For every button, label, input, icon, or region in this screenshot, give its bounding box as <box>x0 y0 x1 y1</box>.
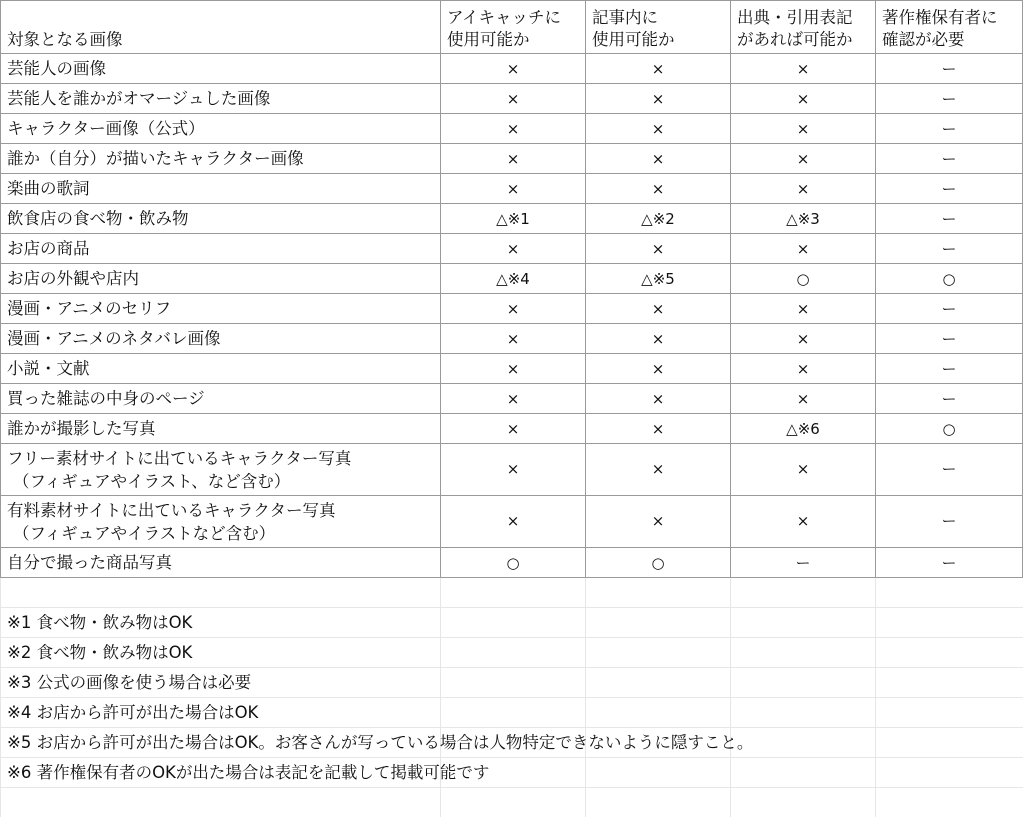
row-label-cell[interactable] <box>1 384 441 414</box>
table-row <box>1 144 1023 174</box>
row-label: キャラクター画像（公式） <box>7 119 205 138</box>
value-cell[interactable]: × <box>731 294 876 324</box>
value-cell[interactable]: × <box>586 414 731 444</box>
footnote[interactable]: ※2 食べ物・飲み物はOK <box>1 638 441 668</box>
empty-cell[interactable] <box>731 758 876 788</box>
value-cell[interactable]: ー <box>876 324 1023 354</box>
table-row <box>1 264 1023 294</box>
empty-cell[interactable] <box>876 698 1023 728</box>
value-cell[interactable]: ○ <box>441 548 586 578</box>
header-in-article[interactable]: 記事内に 使用可能か <box>586 1 731 54</box>
value-cell[interactable]: × <box>586 444 731 496</box>
row-label: 芸能人の画像 <box>7 59 106 78</box>
header-owner-confirmation[interactable]: 著作権保有者に 確認が必要 <box>876 1 1023 54</box>
value-cell[interactable]: × <box>586 324 731 354</box>
value-cell[interactable]: × <box>441 324 586 354</box>
row-label-note: （フィギュアやイラスト、など含む） <box>7 470 434 493</box>
table-row <box>1 384 1023 414</box>
value-cell[interactable]: × <box>731 84 876 114</box>
empty-cell[interactable] <box>876 758 1023 788</box>
value-cell[interactable]: ー <box>876 54 1023 84</box>
empty-cell[interactable] <box>876 638 1023 668</box>
value-cell[interactable]: ー <box>876 204 1023 234</box>
value-cell[interactable]: ー <box>731 548 876 578</box>
row-label: 芸能人を誰かがオマージュした画像 <box>7 89 270 108</box>
row-label: お店の商品 <box>7 239 90 258</box>
row-label-cell[interactable] <box>1 144 441 174</box>
note-row <box>1 698 1023 728</box>
empty-cell[interactable] <box>441 698 586 728</box>
table-row <box>1 114 1023 144</box>
empty-cell[interactable] <box>731 698 876 728</box>
row-label-cell[interactable] <box>1 496 441 548</box>
empty-cell[interactable] <box>731 638 876 668</box>
value-cell[interactable]: × <box>586 234 731 264</box>
empty-cell[interactable] <box>586 698 731 728</box>
empty-cell[interactable] <box>586 758 731 788</box>
footnote[interactable]: ※3 公式の画像を使う場合は必要 <box>1 668 441 698</box>
header-with-citation[interactable]: 出典・引用表記 があれば可能か <box>731 1 876 54</box>
empty-cell[interactable] <box>876 668 1023 698</box>
value-cell[interactable]: ○ <box>731 264 876 294</box>
value-cell[interactable]: ○ <box>876 264 1023 294</box>
value-cell[interactable]: △※4 <box>441 264 586 294</box>
value-cell[interactable]: × <box>731 354 876 384</box>
row-label-cell[interactable] <box>1 294 441 324</box>
footnote[interactable]: ※4 お店から許可が出た場合はOK <box>1 698 441 728</box>
empty-cell[interactable] <box>876 728 1023 758</box>
row-label-cell[interactable] <box>1 84 441 114</box>
value-cell[interactable]: × <box>731 114 876 144</box>
row-label: 誰か（自分）が描いたキャラクター画像 <box>7 149 304 168</box>
value-cell[interactable]: ○ <box>876 414 1023 444</box>
footnote[interactable]: ※1 食べ物・飲み物はOK <box>1 608 441 638</box>
header-target-image[interactable]: 対象となる画像 <box>1 1 441 54</box>
row-label: 誰かが撮影した写真 <box>7 419 156 438</box>
value-cell[interactable]: △※5 <box>586 264 731 294</box>
value-cell[interactable]: × <box>731 234 876 264</box>
value-cell[interactable]: × <box>586 174 731 204</box>
row-label-cell[interactable] <box>1 414 441 444</box>
value-cell[interactable]: × <box>731 496 876 548</box>
value-cell[interactable]: × <box>441 384 586 414</box>
value-cell[interactable]: × <box>441 354 586 384</box>
empty-cell[interactable] <box>731 788 876 817</box>
empty-cell[interactable] <box>876 608 1023 638</box>
value-cell[interactable]: × <box>731 54 876 84</box>
note-row <box>1 758 1023 788</box>
value-cell[interactable]: × <box>731 324 876 354</box>
header-row <box>1 1 1023 54</box>
table-row <box>1 84 1023 114</box>
value-cell[interactable]: ー <box>876 444 1023 496</box>
value-cell[interactable]: ー <box>876 234 1023 264</box>
table-row <box>1 54 1023 84</box>
row-label-cell[interactable] <box>1 54 441 84</box>
value-cell[interactable]: × <box>586 384 731 414</box>
value-cell[interactable]: △※6 <box>731 414 876 444</box>
empty-cell[interactable] <box>586 638 731 668</box>
empty-row <box>1 788 1023 817</box>
row-label-cell[interactable] <box>1 548 441 578</box>
value-cell[interactable]: × <box>586 84 731 114</box>
row-label-note: （フィギュアやイラストなど含む） <box>7 522 434 545</box>
value-cell[interactable]: ー <box>876 548 1023 578</box>
empty-cell[interactable] <box>441 638 586 668</box>
empty-cell[interactable] <box>441 668 586 698</box>
empty-cell[interactable] <box>1 578 441 608</box>
value-cell[interactable]: × <box>586 54 731 84</box>
value-cell[interactable]: ー <box>876 496 1023 548</box>
footnote[interactable]: ※6 著作権保有者のOKが出た場合は表記を記載して掲載可能です <box>1 758 441 788</box>
value-cell[interactable]: × <box>441 496 586 548</box>
row-label: お店の外観や店内 <box>7 269 139 288</box>
empty-cell[interactable] <box>731 608 876 638</box>
empty-cell[interactable] <box>441 608 586 638</box>
note-row <box>1 668 1023 698</box>
table-row <box>1 444 1023 496</box>
value-cell[interactable]: × <box>441 54 586 84</box>
value-cell[interactable]: ー <box>876 294 1023 324</box>
table-row <box>1 414 1023 444</box>
value-cell[interactable]: × <box>586 496 731 548</box>
footnote[interactable]: ※5 お店から許可が出た場合はOK。お客さんが写っている場合は人物特定できないように隠すこと。 <box>1 728 441 758</box>
row-label: フリー素材サイトに出ているキャラクター写真 <box>7 449 351 468</box>
row-label-cell[interactable] <box>1 114 441 144</box>
note-row <box>1 638 1023 668</box>
table-row <box>1 174 1023 204</box>
row-label: 有料素材サイトに出ているキャラクター写真 <box>7 501 336 520</box>
row-label: 飲食店の食べ物・飲み物 <box>7 209 189 228</box>
row-label: 漫画・アニメのネタバレ画像 <box>7 329 221 348</box>
empty-cell[interactable] <box>876 578 1023 608</box>
row-label: 買った雑誌の中身のページ <box>7 389 205 408</box>
row-label-cell[interactable] <box>1 324 441 354</box>
value-cell[interactable]: ー <box>876 354 1023 384</box>
value-cell[interactable]: × <box>731 174 876 204</box>
empty-cell[interactable] <box>1 788 441 817</box>
row-label: 楽曲の歌詞 <box>7 179 90 198</box>
empty-cell[interactable] <box>586 788 731 817</box>
row-label-cell[interactable] <box>1 204 441 234</box>
value-cell[interactable]: × <box>441 144 586 174</box>
value-cell[interactable]: × <box>441 84 586 114</box>
value-cell[interactable]: × <box>586 294 731 324</box>
empty-cell[interactable] <box>876 788 1023 817</box>
table-row <box>1 548 1023 578</box>
value-cell[interactable]: △※1 <box>441 204 586 234</box>
value-cell[interactable]: × <box>731 444 876 496</box>
row-label-cell[interactable] <box>1 444 441 496</box>
empty-cell[interactable] <box>441 578 586 608</box>
value-cell[interactable]: △※3 <box>731 204 876 234</box>
table-row <box>1 324 1023 354</box>
empty-cell[interactable] <box>731 578 876 608</box>
value-cell[interactable]: ○ <box>586 548 731 578</box>
empty-cell[interactable] <box>586 608 731 638</box>
value-cell[interactable]: × <box>441 444 586 496</box>
row-label-cell[interactable] <box>1 264 441 294</box>
value-cell[interactable]: × <box>586 114 731 144</box>
table-row <box>1 234 1023 264</box>
value-cell[interactable]: △※2 <box>586 204 731 234</box>
empty-cell[interactable] <box>441 788 586 817</box>
value-cell[interactable]: × <box>586 354 731 384</box>
table-row <box>1 294 1023 324</box>
row-label: 自分で撮った商品写真 <box>7 553 172 572</box>
value-cell[interactable]: × <box>731 384 876 414</box>
value-cell[interactable]: ー <box>876 84 1023 114</box>
table-row <box>1 204 1023 234</box>
value-cell[interactable]: ー <box>876 144 1023 174</box>
row-label: 小説・文献 <box>7 359 90 378</box>
value-cell[interactable]: ー <box>876 384 1023 414</box>
empty-cell[interactable] <box>586 578 731 608</box>
header-eyecatch[interactable]: アイキャッチに 使用可能か <box>441 1 586 54</box>
empty-cell[interactable] <box>586 668 731 698</box>
value-cell[interactable]: × <box>441 234 586 264</box>
value-cell[interactable]: × <box>586 144 731 174</box>
table-row <box>1 496 1023 548</box>
empty-cell[interactable] <box>731 668 876 698</box>
row-label-cell[interactable] <box>1 354 441 384</box>
empty-row <box>1 578 1023 608</box>
row-label-cell[interactable] <box>1 234 441 264</box>
note-row <box>1 728 1023 758</box>
note-row <box>1 608 1023 638</box>
table-row <box>1 354 1023 384</box>
value-cell[interactable]: × <box>441 114 586 144</box>
row-label-cell[interactable] <box>1 174 441 204</box>
value-cell[interactable]: ー <box>876 174 1023 204</box>
value-cell[interactable]: × <box>441 174 586 204</box>
value-cell[interactable]: × <box>441 294 586 324</box>
value-cell[interactable]: × <box>731 144 876 174</box>
value-cell[interactable]: ー <box>876 114 1023 144</box>
value-cell[interactable]: × <box>441 414 586 444</box>
row-label: 漫画・アニメのセリフ <box>7 299 171 318</box>
